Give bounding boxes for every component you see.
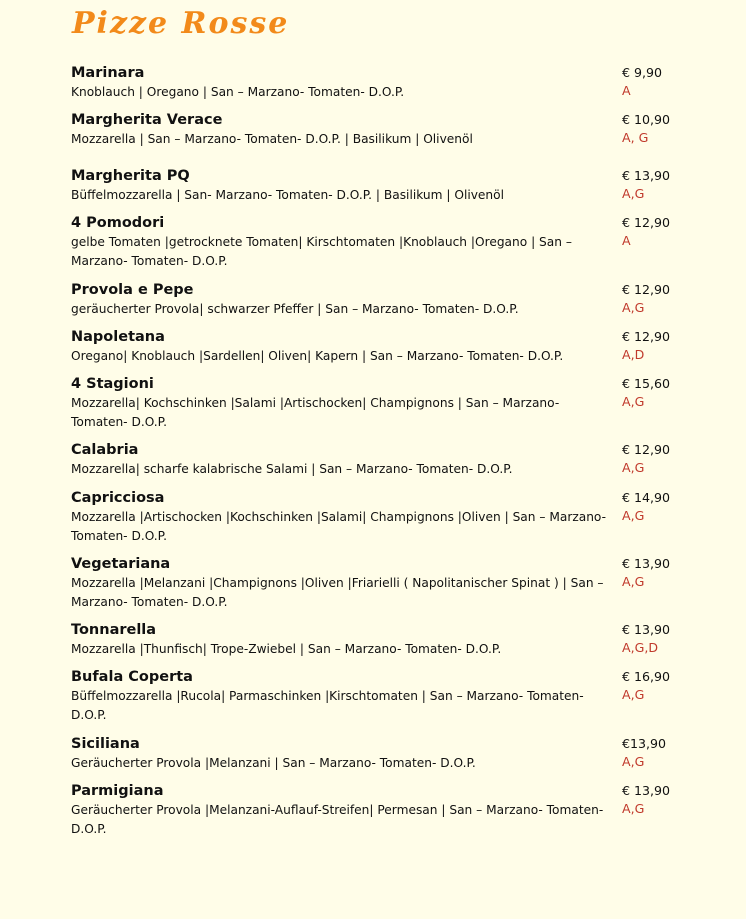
item-allergens: A [622,83,631,98]
item-price: € 12,90 [622,215,671,230]
item-name: Marinara [71,65,145,81]
item-description: Oregano| Knoblauch |Sardellen| Oliven| Kapern | San – Marzano- Tomaten- D.O.P. [71,349,564,363]
menu-item [71,281,691,319]
item-allergens: A,G [622,394,645,409]
item-description: Knoblauch | Oregano | San – Marzano- Tomaten- D.O.P. [71,85,405,99]
item-allergens: A,G [622,801,645,816]
menu-item [71,782,691,839]
item-name: 4 Pomodori [71,215,165,231]
item-price: € 10,90 [622,112,671,127]
item-allergens: A,G [622,754,645,769]
menu-item [71,64,691,102]
item-name: 4 Stagioni [71,376,154,392]
item-allergens: A,G [622,186,645,201]
item-price: € 16,90 [622,669,671,684]
item-price: € 9,90 [622,65,663,80]
item-price: € 13,90 [622,556,671,571]
item-price: € 15,60 [622,376,671,391]
item-description: gelbe Tomaten |getrocknete Tomaten| Kirschtomaten |Knoblauch |Oregano | San – Marzano- Tomaten- D.O.P. [71,235,572,268]
item-description: geräucherter Provola| schwarzer Pfeffer | San – Marzano- Tomaten- D.O.P. [71,302,519,316]
item-description: Mozzarella |Thunfisch| Trope-Zwiebel | San – Marzano- Tomaten- D.O.P. [71,642,502,656]
item-price: € 13,90 [622,168,671,183]
menu-item [71,668,691,725]
item-price: € 12,90 [622,442,671,457]
item-name: Margherita PQ [71,168,190,184]
item-description: Geräucherter Provola |Melanzani | San – Marzano- Tomaten- D.O.P. [71,756,476,770]
menu-item [71,375,691,432]
menu-item [71,328,691,366]
menu-item [71,214,691,271]
item-name: Siciliana [71,736,140,752]
item-description: Mozzarella |Melanzani |Champignons |Oliven |Friarielli ( Napolitanischer Spinat ) | San – Marzano- Tomaten- D.O.P. [71,576,604,609]
item-name: Napoletana [71,329,165,345]
item-price: € 13,90 [622,783,671,798]
menu-item [71,489,691,546]
item-description: Mozzarella | San – Marzano- Tomaten- D.O.P. | Basilikum | Olivenöl [71,132,473,146]
item-name: Parmigiana [71,783,164,799]
menu-item [71,621,691,659]
menu-item [71,441,691,479]
item-description: Büffelmozzarella |Rucola| Parmaschinken |Kirschtomaten | San – Marzano- Tomaten- D.O.P. [71,689,584,722]
item-allergens: A,G [622,574,645,589]
item-name: Calabria [71,442,139,458]
item-description: Büffelmozzarella | San- Marzano- Tomaten- D.O.P. | Basilikum | Olivenöl [71,188,504,202]
item-name: Margherita Verace [71,112,223,128]
item-allergens: A,G [622,300,645,315]
item-price: € 13,90 [622,622,671,637]
item-allergens: A,G [622,508,645,523]
page-title: Pizze Rosse [72,6,290,41]
item-description: Mozzarella |Artischocken |Kochschinken |Salami| Champignons |Oliven | San – Marzano- Tomaten- D.O.P. [71,510,606,543]
menu-item [71,555,691,612]
menu-item [71,735,691,773]
item-name: Tonnarella [71,622,157,638]
item-name: Vegetariana [71,556,171,572]
menu-item [71,167,691,205]
item-allergens: A,G,D [622,640,659,655]
item-price: € 12,90 [622,329,671,344]
item-name: Provola e Pepe [71,282,194,298]
item-allergens: A [622,233,631,248]
item-description: Mozzarella| Kochschinken |Salami |Artischocken| Champignons | San – Marzano- Tomaten- D.O.P. [71,396,560,429]
item-name: Bufala Coperta [71,669,193,685]
item-description: Geräucherter Provola |Melanzani-Auflauf-Streifen| Permesan | San – Marzano- Tomaten- D.O.P. [71,803,604,836]
item-price: €13,90 [622,736,667,751]
item-allergens: A,D [622,347,645,362]
item-price: € 12,90 [622,282,671,297]
menu-item [71,111,691,149]
item-allergens: A, G [622,130,649,145]
item-description: Mozzarella| scharfe kalabrische Salami | San – Marzano- Tomaten- D.O.P. [71,462,513,476]
item-price: € 14,90 [622,490,671,505]
item-allergens: A,G [622,460,645,475]
item-name: Capricciosa [71,490,165,506]
item-allergens: A,G [622,687,645,702]
